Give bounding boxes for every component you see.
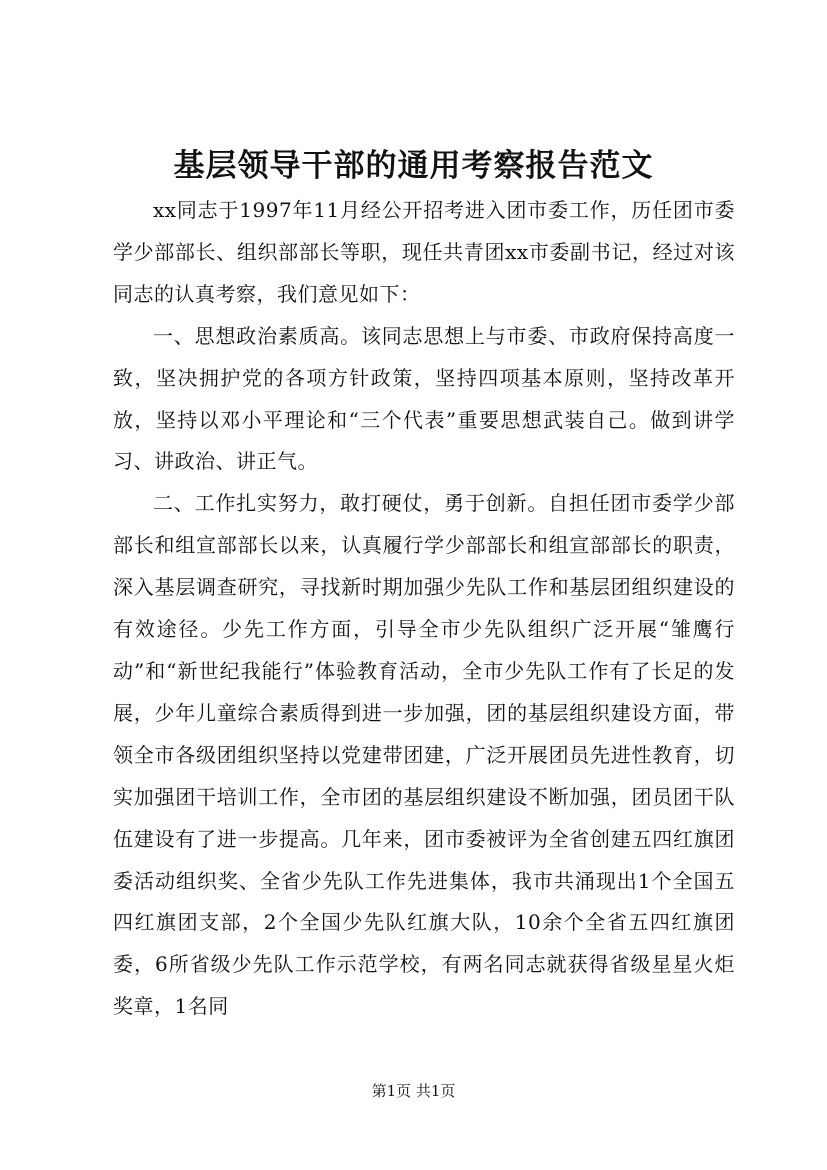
page-footer [0,1080,827,1102]
paragraph-intro: xx同志于1997年11月经公开招考进入团市委工作，历任团市委学少部部长、组织部部长等职，现任共青团xx市委副书记，经过对该同志的认真考察，我们意见如下： [113,198,735,306]
page-number-label: 第1页 共1页 [371,1082,456,1100]
document-body [113,190,735,1028]
document-title: 基层领导干部的通用考察报告范文 [173,148,654,184]
paragraph-political-quality: 一、思想政治素质高。该同志思想上与市委、市政府保持高度一致，坚决拥护党的各项方针政策，坚持四项基本原则，坚持改革开放，坚持以邓小平理论和“三个代表”重要思想武装自己。做到讲学习、讲政治、讲正气。 [113,323,735,474]
paragraph-work-performance: 二、工作扎实努力，敢打硬仗，勇于创新。自担任团市委学少部部长和组宣部部长以来，认真履行学少部部长和组宣部部长的职责，深入基层调查研究，寻找新时期加强少先队工作和基层团组织建设的有效途径。少先工作方面，引导全市少先队组织广泛开展“雏鹰行动”和“新世纪我能行”体验教育活动，全市少先队工作有了长足的发展，少年儿童综合素质得到进一步加强，团的基层组织建设方面，带领全市各级团组织坚持以党建带团建，广泛开展团员先进性教育，切实加强团干培训工作，全市团的基层组织建设不断加强，团员团干队伍建设有了进一步提高。几年来，团市委被评为全省创建五四红旗团委活动组织奖、全省少先队工作先进集体，我市共涌现出1个全国五四红旗团支部，2个全国少先队红旗大队，10余个全省五四红旗团委，6所省级少先队工作示范学校，有两名同志就获得省级星星火炬奖章，1名同 [113,491,735,1019]
